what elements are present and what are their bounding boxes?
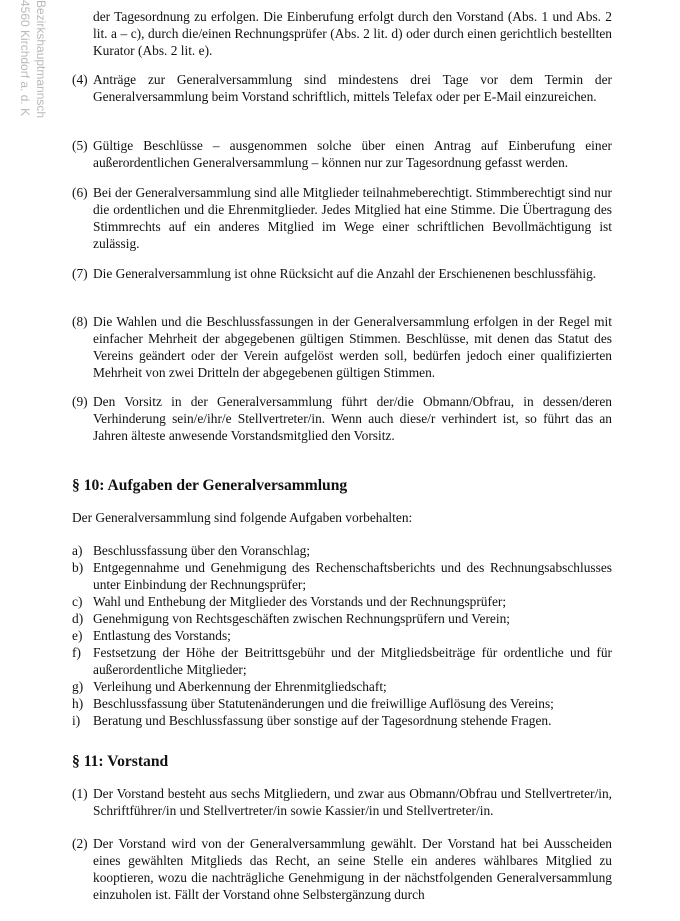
stamp-line-1: Bezirkshauptmannsch [34,0,48,119]
list-letter: e) [72,628,83,643]
item-number: (6) [72,185,88,200]
item-number: (5) [72,138,88,153]
section-11-heading: § 11: Vorstand [72,753,169,770]
item-text: Die Wahlen und die Beschlussfassungen in der Generalversammlung erfolgen in der Regel mit einfacher Mehrheit der abgegebenen gültigen Stimmen. Beschlüsse, mit denen das Statut des Vereins geändert oder der Verein aufgelöst werden soll, bedürfen jedoch einer qualifizierten Mehrheit von zwei Dritteln der abgegebenen gültigen Stimmen. [93,314,612,380]
item-text: Der Vorstand besteht aus sechs Mitgliedern, und zwar aus Obmann/Obfrau und Stellvertreter/in, Schriftführer/in und Stellvertreter/in sowie Kassier/in und Stellvertreter/in. [93,786,612,818]
item-number: (4) [72,72,88,87]
item-text: Anträge zur Generalversammlung sind mindestens drei Tage vor dem Termin der Generalversammlung beim Vorstand schriftlich, mittels Telefax oder per E-Mail einzureichen. [93,72,612,104]
list-item [72,593,612,610]
s9-item-4 [72,71,612,105]
section-10-task-list [72,542,612,729]
list-text: Wahl und Enthebung der Mitglieder des Vorstands und der Rechnungsprüfer; [93,594,507,609]
s9-item-5 [72,137,612,171]
item-text: Bei der Generalversammlung sind alle Mitglieder teilnahmeberechtigt. Stimmberechtigt sind nur die ordentlichen und die Ehrenmitglieder. Jedes Mitglied hat eine Stimme. Die Übertragung des Stimmrechts auf ein anderes Mitglied im Wege einer schriftlichen Bevollmächtigung ist zulässig. [93,185,612,251]
list-letter: h) [72,696,84,711]
item-number: (1) [72,786,88,801]
list-text: Festsetzung der Höhe der Beitrittsgebühr und der Mitgliedsbeiträge für ordentliche und für außerordentliche Mitglieder; [93,645,612,677]
item-text: Den Vorsitz in der Generalversammlung führt der/die Obmann/Obfrau, in dessen/deren Verhinderung sein/e/ihr/e Stellvertreter/in. Wenn auch diese/r verhindert ist, so führt das an Jahren älteste anwesende Vorstandsmitglied den Vorsitz. [93,394,612,443]
s9-item-7 [72,265,612,282]
official-stamp [4,0,60,165]
list-letter: d) [72,611,84,626]
section-10-intro: Der Generalversammlung sind folgende Aufgaben vorbehalten: [72,510,413,525]
continuation-paragraph: der Tagesordnung zu erfolgen. Die Einberufung erfolgt durch den Vorstand (Abs. 1 und Abs. 2 lit. a – c), durch die/einen Rechnungsprüfer (Abs. 2 lit. d) oder durch einen gerichtlich bestellten Kurator (Abs. 2 lit. e). [93,9,612,58]
list-item [72,542,612,559]
item-text: Der Vorstand wird von der Generalversammlung gewählt. Der Vorstand hat bei Ausscheiden eines gewählten Mitglieds das Recht, an seine Stelle ein anderes wählbares Mitglied zu kooptieren, wozu die nachträgliche Genehmigung in der nächstfolgenden Generalversammlung einzuholen ist. Fällt der Vorstand ohne Selbstergänzung durch [93,836,612,902]
item-number: (2) [72,836,88,851]
list-text: Beschlussfassung über den Voranschlag; [93,543,311,558]
section-10-heading: § 10: Aufgaben der Generalversammlung [72,477,348,494]
list-text: Genehmigung von Rechtsgeschäften zwischen Rechnungsprüfern und Verein; [93,611,510,626]
list-item [72,610,612,627]
list-letter: i) [72,713,81,728]
list-letter: g) [72,679,84,694]
stamp-line-2: 4560 Kirchdorf a. d. K [18,0,32,117]
item-number: (9) [72,394,88,409]
list-text: Entgegennahme und Genehmigung des Rechenschaftsberichts und des Rechnungsabschlusses unter Einbindung der Rechnungsprüfer; [93,560,612,592]
list-letter: c) [72,594,83,609]
list-text: Beratung und Beschlussfassung über sonstige auf der Tagesordnung stehende Fragen. [93,713,552,728]
list-text: Entlastung des Vorstands; [93,628,231,643]
list-letter: f) [72,645,81,660]
list-item [72,695,612,712]
item-text: Die Generalversammlung ist ohne Rücksicht auf die Anzahl der Erschienenen beschlussfähig. [93,266,597,281]
list-item [72,712,612,729]
list-item [72,627,612,644]
item-number: (8) [72,314,88,329]
s9-item-9 [72,393,612,444]
s11-item-1 [72,785,612,819]
list-item [72,559,612,593]
list-text: Verleihung und Aberkennung der Ehrenmitgliedschaft; [93,679,387,694]
list-letter: b) [72,560,84,575]
s9-item-6 [72,184,612,252]
item-text: Gültige Beschlüsse – ausgenommen solche über einen Antrag auf Einberufung einer außerordentlichen Generalversammlung – können nur zur Tagesordnung gefasst werden. [93,138,612,170]
item-number: (7) [72,266,88,281]
list-letter: a) [72,543,83,558]
list-item [72,644,612,678]
list-text: Beschlussfassung über Statutenänderungen und die freiwillige Auflösung des Vereins; [93,696,554,711]
s11-item-2 [72,835,612,903]
s9-item-8 [72,313,612,381]
list-item [72,678,612,695]
